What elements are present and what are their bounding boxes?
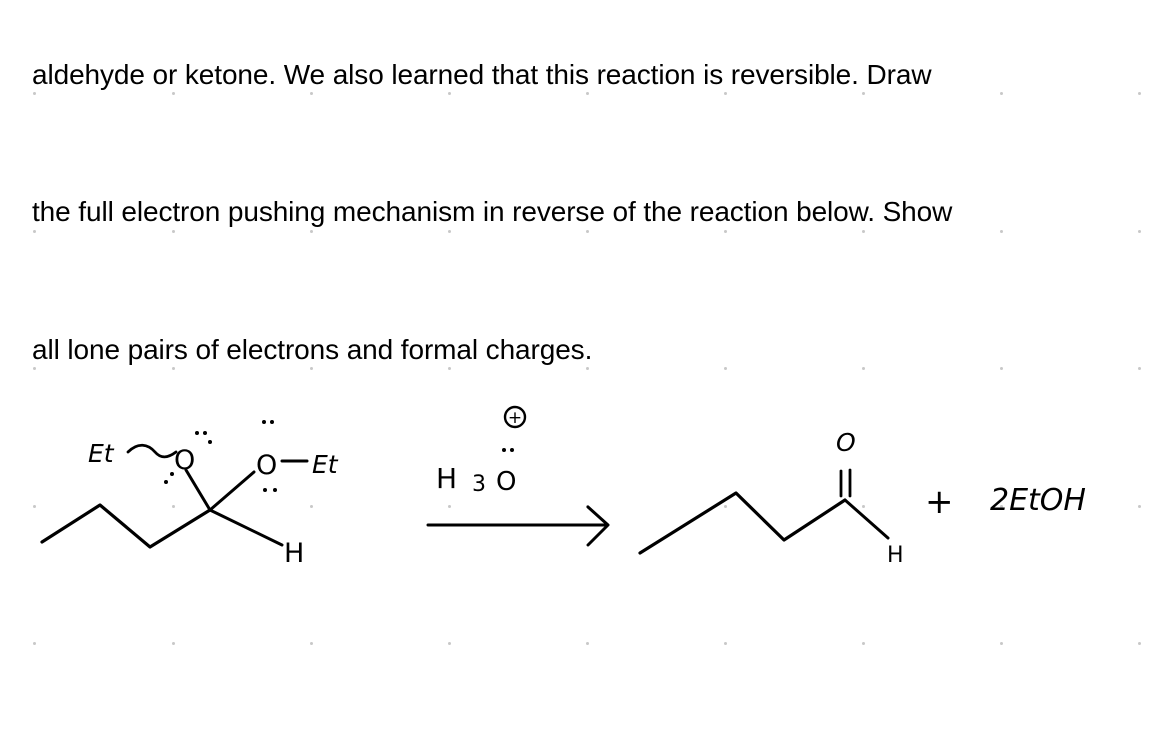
lone-pair-dot — [195, 431, 199, 435]
reactant-bond-c-o2 — [210, 472, 254, 510]
question-line-3: all lone pairs of electrons and formal charges. — [32, 334, 593, 365]
reagent-h3o-plus — [436, 407, 525, 497]
reactant-oxygen-2: O — [256, 450, 278, 481]
product-bond-c-h — [845, 500, 888, 538]
reactant-hydrogen: H — [284, 538, 305, 569]
product-carbonyl-oxygen: O — [836, 428, 856, 457]
lone-pair-dot — [164, 480, 168, 484]
reagent-h: H — [436, 462, 458, 495]
lone-pair-dot — [203, 431, 207, 435]
product-byproduct-ethanol: 2EtOH — [990, 483, 1086, 518]
reactant-bond-c-o1 — [186, 470, 210, 510]
reactant-oxygen-1: O — [174, 445, 196, 476]
reactant-carbon-chain — [42, 505, 210, 547]
reagent-o: O — [496, 467, 517, 497]
question-line-1: aldehyde or ketone. We also learned that this reaction is reversible. Draw — [32, 59, 932, 90]
product-aldehyde — [640, 428, 1086, 568]
lone-pair-dot — [270, 420, 274, 424]
reactant-et-right: Et — [312, 450, 338, 479]
product-aldehyde-hydrogen: H — [887, 543, 904, 568]
lone-pair-dot — [502, 448, 506, 452]
question-line-2: the full electron pushing mechanism in reverse of the reaction below. Show — [32, 196, 953, 227]
lone-pair-dot — [510, 448, 514, 452]
product-carbon-chain — [640, 493, 845, 553]
lone-pair-dot — [208, 440, 212, 444]
lone-pair-dot — [273, 488, 277, 492]
reactant-bond-et-o1 — [128, 445, 176, 457]
product-plus-sign: + — [925, 482, 954, 522]
reactant-acetal — [42, 420, 339, 569]
lone-pair-dot — [263, 488, 267, 492]
lone-pair-dot — [170, 472, 174, 476]
reactant-et-left: Et — [88, 439, 114, 468]
reaction-arrow — [428, 507, 608, 545]
reactant-bond-c-h — [210, 510, 282, 545]
reagent-subscript-3: 3 — [472, 472, 486, 497]
lone-pair-dot — [262, 420, 266, 424]
positive-charge-sign: + — [507, 408, 523, 428]
